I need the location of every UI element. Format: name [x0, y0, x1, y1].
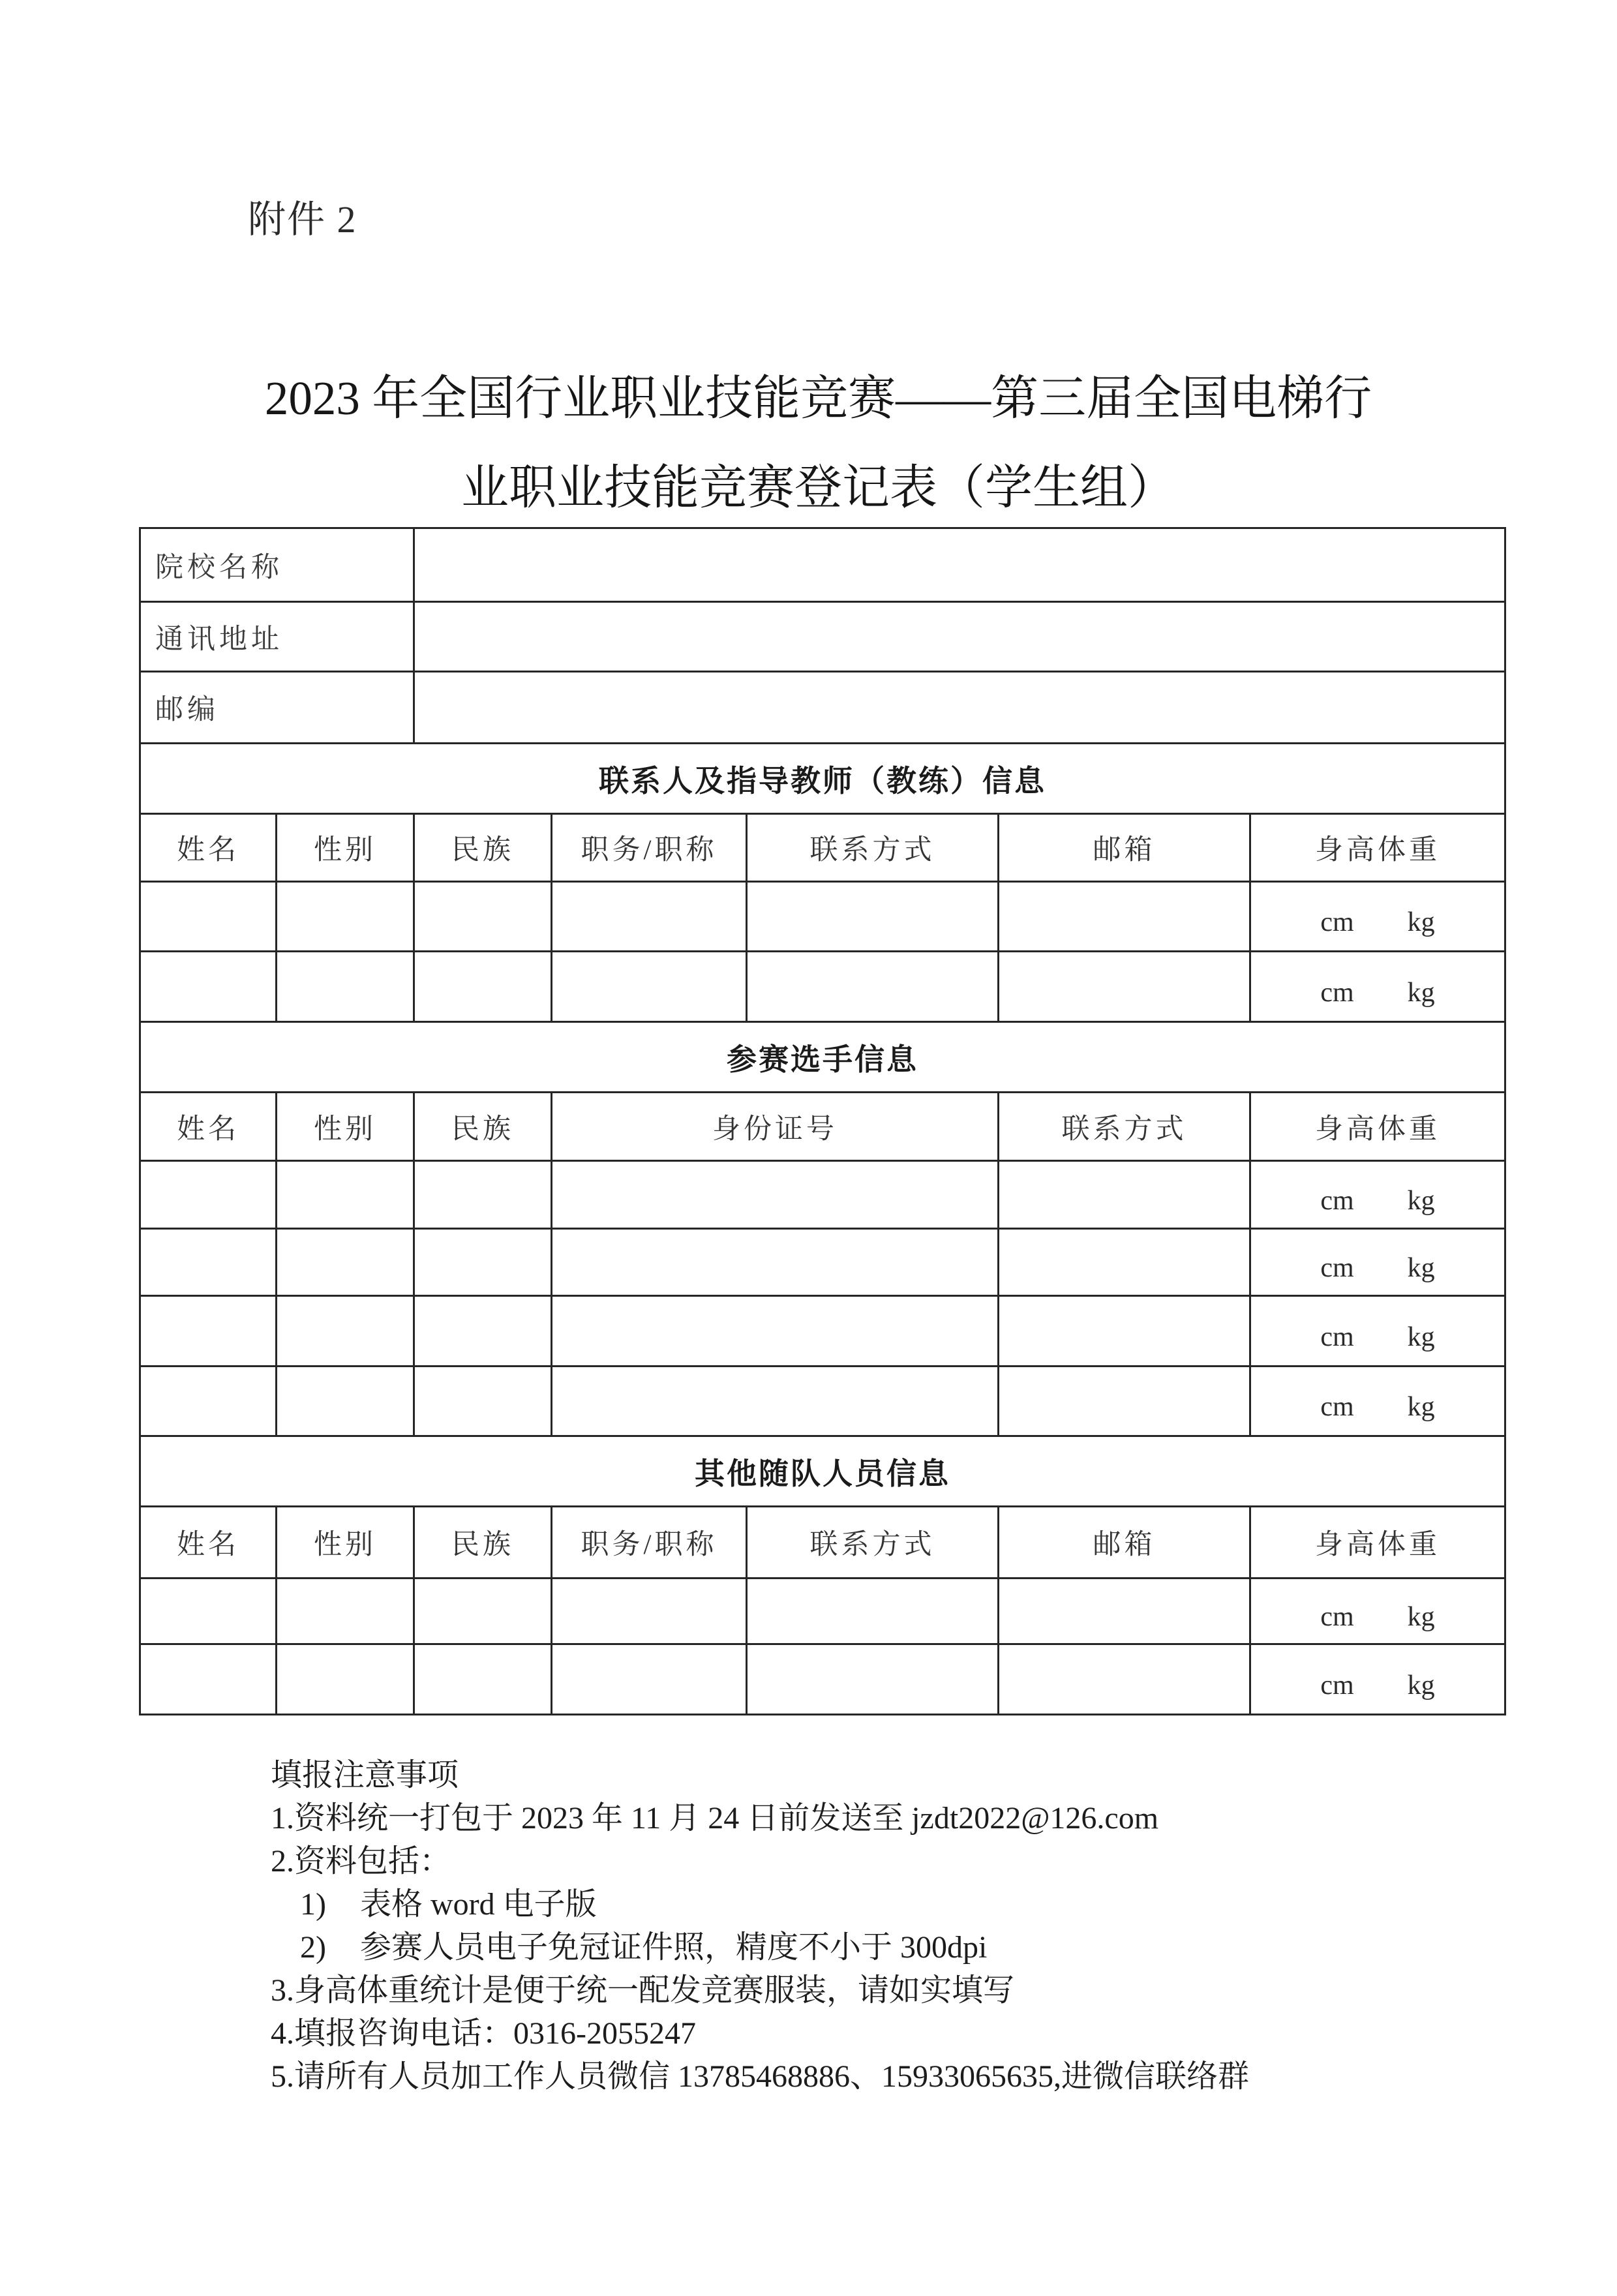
table-row — [140, 1644, 1505, 1715]
column-header-ethnicity: 民族 — [414, 1507, 552, 1578]
table-row — [140, 1296, 1505, 1367]
participants-header-row — [140, 1093, 1505, 1161]
column-header-email: 邮箱 — [999, 814, 1250, 882]
column-header-gender: 性别 — [277, 1093, 414, 1161]
contacts-section-heading: 联系人及指导教师（教练）信息 — [140, 744, 1505, 814]
note-subitem-marker: 1) — [300, 1887, 326, 1922]
contact-cell — [747, 1578, 999, 1644]
ethnicity-cell — [414, 882, 552, 952]
column-header-contact: 联系方式 — [747, 1507, 999, 1578]
ethnicity-cell — [414, 1296, 552, 1367]
height-unit: cm — [1320, 1670, 1354, 1700]
id-number-cell — [552, 1296, 999, 1367]
note-item-1: 1.资料统一打包于 2023 年 11 月 24 日前发送至 jzdt2022@126.com — [271, 1801, 1159, 1835]
height-unit: cm — [1320, 1253, 1354, 1283]
email-cell — [999, 1578, 1250, 1644]
position-cell — [552, 882, 747, 952]
id-number-cell — [552, 1161, 999, 1229]
column-header-height-weight: 身高体重 — [1250, 1093, 1505, 1161]
others-section-row — [140, 1436, 1505, 1507]
weight-unit: kg — [1407, 1392, 1435, 1422]
ethnicity-cell — [414, 1578, 552, 1644]
note-subitem-1 — [271, 1883, 1249, 1926]
contact-cell — [747, 1644, 999, 1715]
column-header-position: 职务/职称 — [552, 814, 747, 882]
position-cell — [552, 1644, 747, 1715]
contact-cell — [999, 1367, 1250, 1436]
height-unit: cm — [1320, 1602, 1354, 1632]
weight-unit: kg — [1407, 1185, 1435, 1216]
name-cell — [140, 1296, 277, 1367]
column-header-name: 姓名 — [140, 814, 277, 882]
table-row — [140, 1229, 1505, 1296]
contact-cell — [999, 1161, 1250, 1229]
attachment-label: 附件 2 — [248, 198, 357, 241]
column-header-contact: 联系方式 — [999, 1093, 1250, 1161]
column-header-email: 邮箱 — [999, 1507, 1250, 1578]
ethnicity-cell — [414, 1229, 552, 1296]
gender-cell — [277, 1578, 414, 1644]
participants-section-row — [140, 1022, 1505, 1093]
column-header-name: 姓名 — [140, 1093, 277, 1161]
note-item-5: 5.请所有人员加工作人员微信 13785468886、15933065635,进微信联络群 — [271, 2059, 1250, 2094]
height-weight-cell — [1250, 1367, 1505, 1436]
height-unit: cm — [1320, 1322, 1354, 1352]
gender-cell — [277, 1644, 414, 1715]
others-section-heading: 其他随队人员信息 — [140, 1436, 1505, 1507]
contact-cell — [999, 1296, 1250, 1367]
name-cell — [140, 1578, 277, 1644]
weight-unit: kg — [1407, 977, 1435, 1008]
notes-heading: 填报注意事项 — [271, 1758, 459, 1792]
table-row — [140, 952, 1505, 1022]
school-name-row — [140, 528, 1505, 602]
table-row — [140, 1578, 1505, 1644]
weight-unit: kg — [1407, 1670, 1435, 1700]
note-item-3: 3.身高体重统计是便于统一配发竞赛服装，请如实填写 — [271, 1973, 1015, 2008]
filing-notes — [271, 1754, 1249, 2098]
column-header-ethnicity: 民族 — [414, 1093, 552, 1161]
position-cell — [552, 1578, 747, 1644]
name-cell — [140, 1229, 277, 1296]
email-cell — [999, 952, 1250, 1022]
document-title-line-2: 业职业技能竞赛登记表（学生组） — [461, 461, 1175, 514]
weight-unit: kg — [1407, 1602, 1435, 1632]
weight-unit: kg — [1407, 1322, 1435, 1352]
contacts-section-row — [140, 744, 1505, 814]
height-weight-cell — [1250, 882, 1505, 952]
name-cell — [140, 1644, 277, 1715]
postcode-row — [140, 672, 1505, 744]
ethnicity-cell — [414, 952, 552, 1022]
gender-cell — [277, 1161, 414, 1229]
note-subitem-marker: 2) — [300, 1930, 326, 1965]
column-header-ethnicity: 民族 — [414, 814, 552, 882]
column-header-contact: 联系方式 — [747, 814, 999, 882]
gender-cell — [277, 1229, 414, 1296]
note-subitem-text: 表格 word 电子版 — [360, 1887, 597, 1922]
address-row — [140, 602, 1505, 672]
name-cell — [140, 1367, 277, 1436]
weight-unit: kg — [1407, 907, 1435, 937]
height-unit: cm — [1320, 1185, 1354, 1216]
height-weight-cell — [1250, 1644, 1505, 1715]
postcode-field — [414, 672, 1505, 744]
table-row — [140, 1161, 1505, 1229]
gender-cell — [277, 882, 414, 952]
height-weight-cell — [1250, 1296, 1505, 1367]
contact-cell — [999, 1229, 1250, 1296]
registration-form-table — [139, 527, 1506, 1715]
height-unit: cm — [1320, 907, 1354, 937]
column-header-height-weight: 身高体重 — [1250, 814, 1505, 882]
ethnicity-cell — [414, 1161, 552, 1229]
note-subitem-text: 参赛人员电子免冠证件照，精度不小于 300dpi — [360, 1930, 988, 1965]
school-name-label: 院校名称 — [140, 528, 414, 602]
postcode-label: 邮编 — [140, 672, 414, 744]
column-header-id-number: 身份证号 — [552, 1093, 999, 1161]
weight-unit: kg — [1407, 1253, 1435, 1283]
name-cell — [140, 1161, 277, 1229]
column-header-name: 姓名 — [140, 1507, 277, 1578]
gender-cell — [277, 952, 414, 1022]
table-row — [140, 882, 1505, 952]
gender-cell — [277, 1367, 414, 1436]
ethnicity-cell — [414, 1367, 552, 1436]
document-title-line-1: 2023 年全国行业职业技能竞赛——第三届全国电梯行 — [264, 372, 1372, 425]
note-item-4: 4.填报咨询电话：0316-2055247 — [271, 2016, 696, 2051]
height-weight-cell — [1250, 952, 1505, 1022]
height-weight-cell — [1250, 1229, 1505, 1296]
note-item-2: 2.资料包括： — [271, 1844, 451, 1879]
school-name-field — [414, 528, 1505, 602]
others-header-row — [140, 1507, 1505, 1578]
ethnicity-cell — [414, 1644, 552, 1715]
email-cell — [999, 882, 1250, 952]
id-number-cell — [552, 1229, 999, 1296]
height-unit: cm — [1320, 1392, 1354, 1422]
height-unit: cm — [1320, 977, 1354, 1008]
gender-cell — [277, 1296, 414, 1367]
email-cell — [999, 1644, 1250, 1715]
contact-cell — [747, 952, 999, 1022]
column-header-gender: 性别 — [277, 1507, 414, 1578]
column-header-height-weight: 身高体重 — [1250, 1507, 1505, 1578]
address-label: 通讯地址 — [140, 602, 414, 672]
name-cell — [140, 952, 277, 1022]
participants-section-heading: 参赛选手信息 — [140, 1022, 1505, 1093]
table-row — [140, 1367, 1505, 1436]
height-weight-cell — [1250, 1161, 1505, 1229]
column-header-gender: 性别 — [277, 814, 414, 882]
address-field — [414, 602, 1505, 672]
position-cell — [552, 952, 747, 1022]
id-number-cell — [552, 1367, 999, 1436]
name-cell — [140, 882, 277, 952]
contact-cell — [747, 882, 999, 952]
note-subitem-2 — [271, 1926, 1249, 1969]
contacts-header-row — [140, 814, 1505, 882]
column-header-position: 职务/职称 — [552, 1507, 747, 1578]
height-weight-cell — [1250, 1578, 1505, 1644]
